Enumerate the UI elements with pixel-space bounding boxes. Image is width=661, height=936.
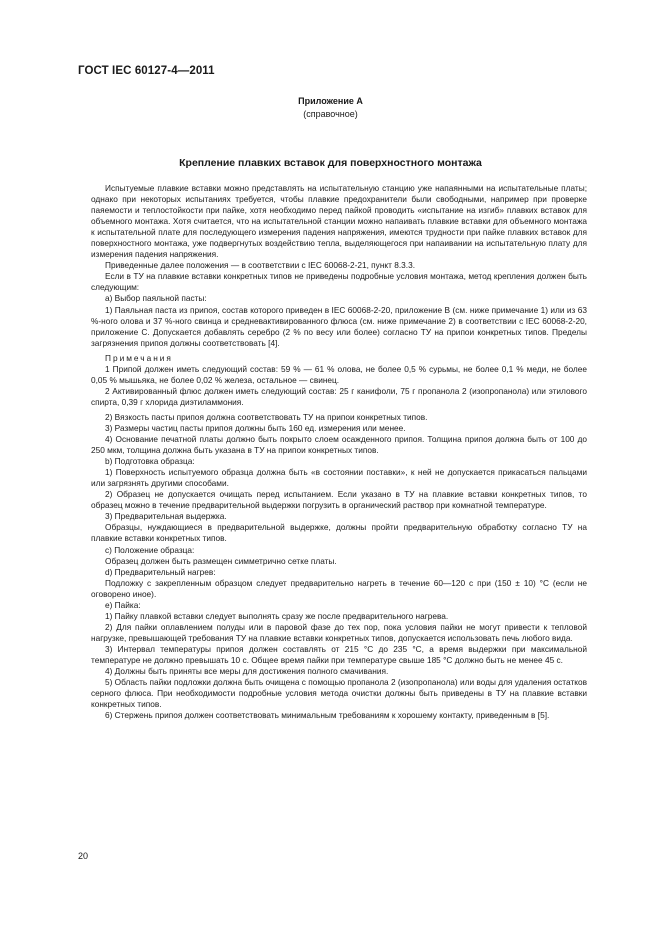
paragraph: b) Подготовка образца: xyxy=(105,456,195,467)
note: 1 Припой должен иметь следующий состав: 59 % — 61 % олова, не более 0,5 % сурьмы, не более 0,1 % меди, не более 0,05 % мышьяка, не более 0,02 % железа, остальное — свинец. xyxy=(91,363,587,385)
paragraph: 4) Должны быть приняты все меры для достижения полного смачивания. xyxy=(105,666,389,677)
paragraph: Испытуемые плавкие вставки можно представлять на испытательную станцию уже напаянными на испытательные платы; однако при некоторых испытаниях требуется, чтобы плавкие предохранители были свободными, например при проверке паяемости и теплостойкости при пайке, хотя необходимо перед пайкой проводить «испытание на изгиб» плавких вставок для объемного монтажа. Хотя считается, что на испытательной станции можно напаивать плавкие вставки для объемного монтажа к испытательной плате для последующего измерения падения напряжения, имеются трудности при пайке плавких вставок для поверхностного монтажа, уже подвергнутых воздействию тепла, выделяющегося при напаивании на испытательную плату для измерения падения напряжения. xyxy=(91,183,587,260)
paragraph: c) Положение образца: xyxy=(105,544,195,555)
body-text xyxy=(91,183,587,721)
paragraph: 5) Область пайки подложки должна быть очищена с помощью пропанола 2 (изопропанола) или воды для удаления остатков серного флюса. При необходимости подробные условия метода очистки должны быть приведены в ТУ на плавкие вставки конкретных типов. xyxy=(91,677,587,710)
paragraph: Образец должен быть размещен симметрично сетке платы. xyxy=(105,555,337,566)
paragraph: 3) Размеры частиц пасты припоя должны быть 160 ед. измерения или менее. xyxy=(105,422,406,433)
paragraph: Подложку с закрепленным образцом следует предварительно нагреть в течение 60—120 с при (150 ± 10) °С (если не оговорено иное). xyxy=(91,577,587,599)
paragraph: Приведенные далее положения — в соответствии с IEC 60068-2-21, пункт 8.3.3. xyxy=(105,260,415,271)
paragraph: 3) Предварительная выдержка. xyxy=(105,511,227,522)
paragraph: 2) Вязкость пасты припоя должна соответствовать ТУ на припои конкретных типов. xyxy=(105,411,428,422)
paragraph: 1) Паяльная паста из припоя, состав которого приведен в IEC 60068-2-20, приложение В (см. ниже примечание 1) или из 63 %-ного олова и 37 %-ного свинца и средневактивированного флюса (см. ниже примечание 2) в соответствии с IEC 60068-2-20, приложение С. Допускается добавлять серебро (2 % по весу или более) согласно ТУ на припои конкретных типов. Пределы загрязнения припоя должны соответствовать [4]. xyxy=(91,304,587,348)
section-heading: Крепление плавких вставок для поверхностного монтажа xyxy=(179,157,482,169)
paragraph: Если в ТУ на плавкие вставки конкретных типов не приведены подробные условия монтажа, метод крепления должен быть следующим: xyxy=(91,271,587,293)
paragraph: 2) Образец не допускается очищать перед испытанием. Если указано в ТУ на плавкие вставки конкретных типов, то образец можно в течение предварительной выдержки погрузить в органический раствор при комнатной температуре. xyxy=(91,489,587,511)
paragraph: e) Пайка: xyxy=(105,599,141,610)
paragraph: 2) Для пайки оплавлением полуды или в паровой фазе до тех пор, пока условия пайки не могут привести к тепловой нагрузке, превышающей требования ТУ на плавкие вставки конкретных типов, допускается использовать печь любого вида. xyxy=(91,621,587,643)
paragraph: 1) Поверхность испытуемого образца должна быть «в состоянии поставки», к ней не допускается прикасаться пальцами или загрязнять другими способами. xyxy=(91,467,587,489)
paragraph: а) Выбор паяльной пасты: xyxy=(105,293,207,304)
notes-heading: Примечания xyxy=(105,352,173,363)
standard-code: ГОСТ IEC 60127-4—2011 xyxy=(78,65,215,77)
paragraph: d) Предварительный нагрев: xyxy=(105,566,216,577)
paragraph: Образцы, нуждающиеся в предварительной выдержке, должны пройти предварительную обработку согласно ТУ на плавкие вставки конкретных типов. xyxy=(91,522,587,544)
paragraph: 1) Пайку плавкой вставки следует выполнять сразу же после предварительного нагрева. xyxy=(105,610,449,621)
note: 2 Активированный флюс должен иметь следующий состав: 25 г канифоли, 75 г пропанола 2 (изопропанола) или этилового спирта, 0,39 г хлорида диэтиламмония. xyxy=(91,385,587,407)
paragraph: 6) Стержень припоя должен соответствовать минимальным требованиям к хорошему контакту, приведенным в [5]. xyxy=(105,710,550,721)
annex-type: (справочное) xyxy=(303,109,358,119)
paragraph: 4) Основание печатной платы должно быть покрыто слоем осажденного припоя. Толщина припоя должна быть от 100 до 250 мкм, толщина должна быть указана в ТУ на припои конкретных типов. xyxy=(91,434,587,456)
paragraph: 3) Интервал температуры припоя должен составлять от 215 °С до 235 °С, а время выдержки при максимальной температуре не должно превышать 10 с. Общее время пайки при температуре свыше 185 °С должно быть не менее 45 с. xyxy=(91,643,587,665)
annex-title: Приложение А xyxy=(298,96,363,106)
page-number: 20 xyxy=(78,851,89,861)
